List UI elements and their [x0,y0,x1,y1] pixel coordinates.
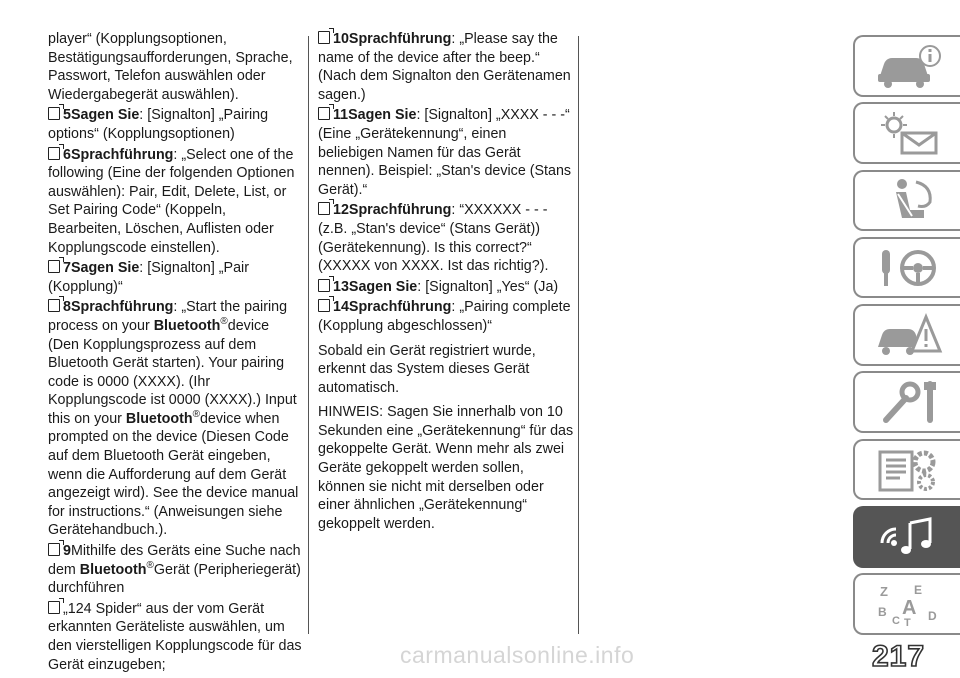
tab-index[interactable] [853,573,960,635]
tab-warning-lights[interactable] [853,102,960,164]
column-divider [308,36,309,634]
tab-emergency[interactable] [853,304,960,366]
key-steering-icon [872,244,944,292]
tab-key-steering[interactable] [853,237,960,299]
left-column [48,30,302,676]
step-arrow-icon [318,31,330,44]
page-number: 217 [872,640,926,673]
emergency-car-icon [872,311,944,359]
step-10: 10Sprachführung: „Please say the name of the device after the beep.“ (Nach dem Signalton den Gerätenamen sagen.) [318,31,571,103]
step-13: 13Sagen Sie: [Signalton] „Yes“ (Ja) [318,278,574,297]
step-arrow-icon [48,147,60,160]
tab-seat-airbag[interactable] [853,170,960,232]
step-arrow-icon [318,202,330,215]
step-arrow-icon [318,107,330,120]
step-arrow-icon [48,601,60,614]
step-14: 14Sprachführung: „Pairing complete (Kopplung abgeschlossen)“ [318,299,571,334]
index-letters-icon [872,580,944,628]
index-letter: B [877,605,887,620]
multimedia-icon [872,513,944,561]
tab-maintenance[interactable] [853,371,960,433]
step-arrow-icon [318,299,330,312]
step-9b: „124 Spider“ aus der vom Gerät erkannten Geräteliste auswählen, um den vierstelligen Kopplungscode für das Gerät einzugeben; [48,600,302,673]
warning-lights-icon [872,109,944,157]
step-7: 7Sagen Sie: [Signalton] „Pair (Kopplung)“ [48,260,249,295]
car-info-icon [872,42,944,90]
index-letter: A [901,597,916,620]
step-arrow-icon [48,543,60,556]
step-arrow-icon [48,299,60,312]
registration-paragraph: Sobald ein Gerät registriert wurde, erkennt das System dieses Gerät automatisch. [318,342,536,396]
step-11: 11Sagen Sie: [Signalton] „XXXX - - -“ (Eine „Gerätekennung“, einen beliebigen Namen für das Gerät nennen). Beispiel: „Stan's device (Stans Gerät).“ [318,107,572,198]
seat-airbag-icon [872,176,944,224]
index-letter: T [903,617,911,629]
index-letter: Z [879,584,888,600]
note-paragraph: HINWEIS: Sagen Sie innerhalb von 10 Sekunden eine „Gerätekennung“ für das gekoppelte Gerät. Wenn mehr als zwei Geräte gekoppelt werden sollen, können sie nicht mit derselben oder einer ähnlichen „Gerätekennung“ gekoppelt werden. [318,404,574,532]
column-divider [578,36,579,634]
step-5: 5Sagen Sie: [Signalton] „Pairing options“ (Kopplungsoptionen) [48,107,269,142]
step-9: 9Mithilfe des Geräts eine Suche nach dem Bluetooth®Gerät (Peripheriegerät) durchführen [48,543,301,597]
intro-text: player“ (Kopplungsoptionen, Bestätigungsaufforderungen, Sprache, Passwort, Telefon auswählen oder Wiedergabegerät auswählen). [48,31,293,103]
tab-multimedia[interactable] [853,506,960,568]
maintenance-tools-icon [872,378,944,426]
watermark: carmanualsonline.info [400,642,635,668]
chapter-tabs [853,35,960,641]
step-6: 6Sprachführung: „Select one of the following (Eine der folgenden Optionen auswählen): Pair, Edit, Delete, List, or Set Pairing Code“ (Koppeln, Bearbeiten, Löschen, Auflisten oder Kopplungscode einstellen). [48,146,295,256]
index-letter: D [927,609,937,624]
specs-gears-icon [872,446,944,494]
step-arrow-icon [318,279,330,292]
step-arrow-icon [48,107,60,120]
step-arrow-icon [48,260,60,273]
tab-specs[interactable] [853,439,960,501]
index-letter: E [913,583,922,598]
step-12: 12Sprachführung: “XXXXXX - - - (z.B. „Stan's device“ (Stans Gerät)) (Gerätekennung). Is this correct?“ (XXXXX von XXXX. Ist das richtig?). [318,202,549,275]
step-8: 8Sprachführung: „Start the pairing process on your Bluetooth®device (Den Kopplungsprozess auf dem Bluetooth Gerät starten). Your pairing code is 0000 (XXXX). (Ihr Kopplungscode ist 0000 (XXXX).) Input this on your Bluetooth®device when prompted on the device (Diesen Code auf dem Bluetooth Gerät eingeben, wenn die Aufforderung auf dem Gerät angezeigt wird). See the device manual for instructions.“ (Anweisungen siehe Gerätehandbuch.). [48,299,299,539]
right-column [318,30,574,535]
tab-car-info[interactable] [853,35,960,97]
index-letter: C [891,615,900,628]
